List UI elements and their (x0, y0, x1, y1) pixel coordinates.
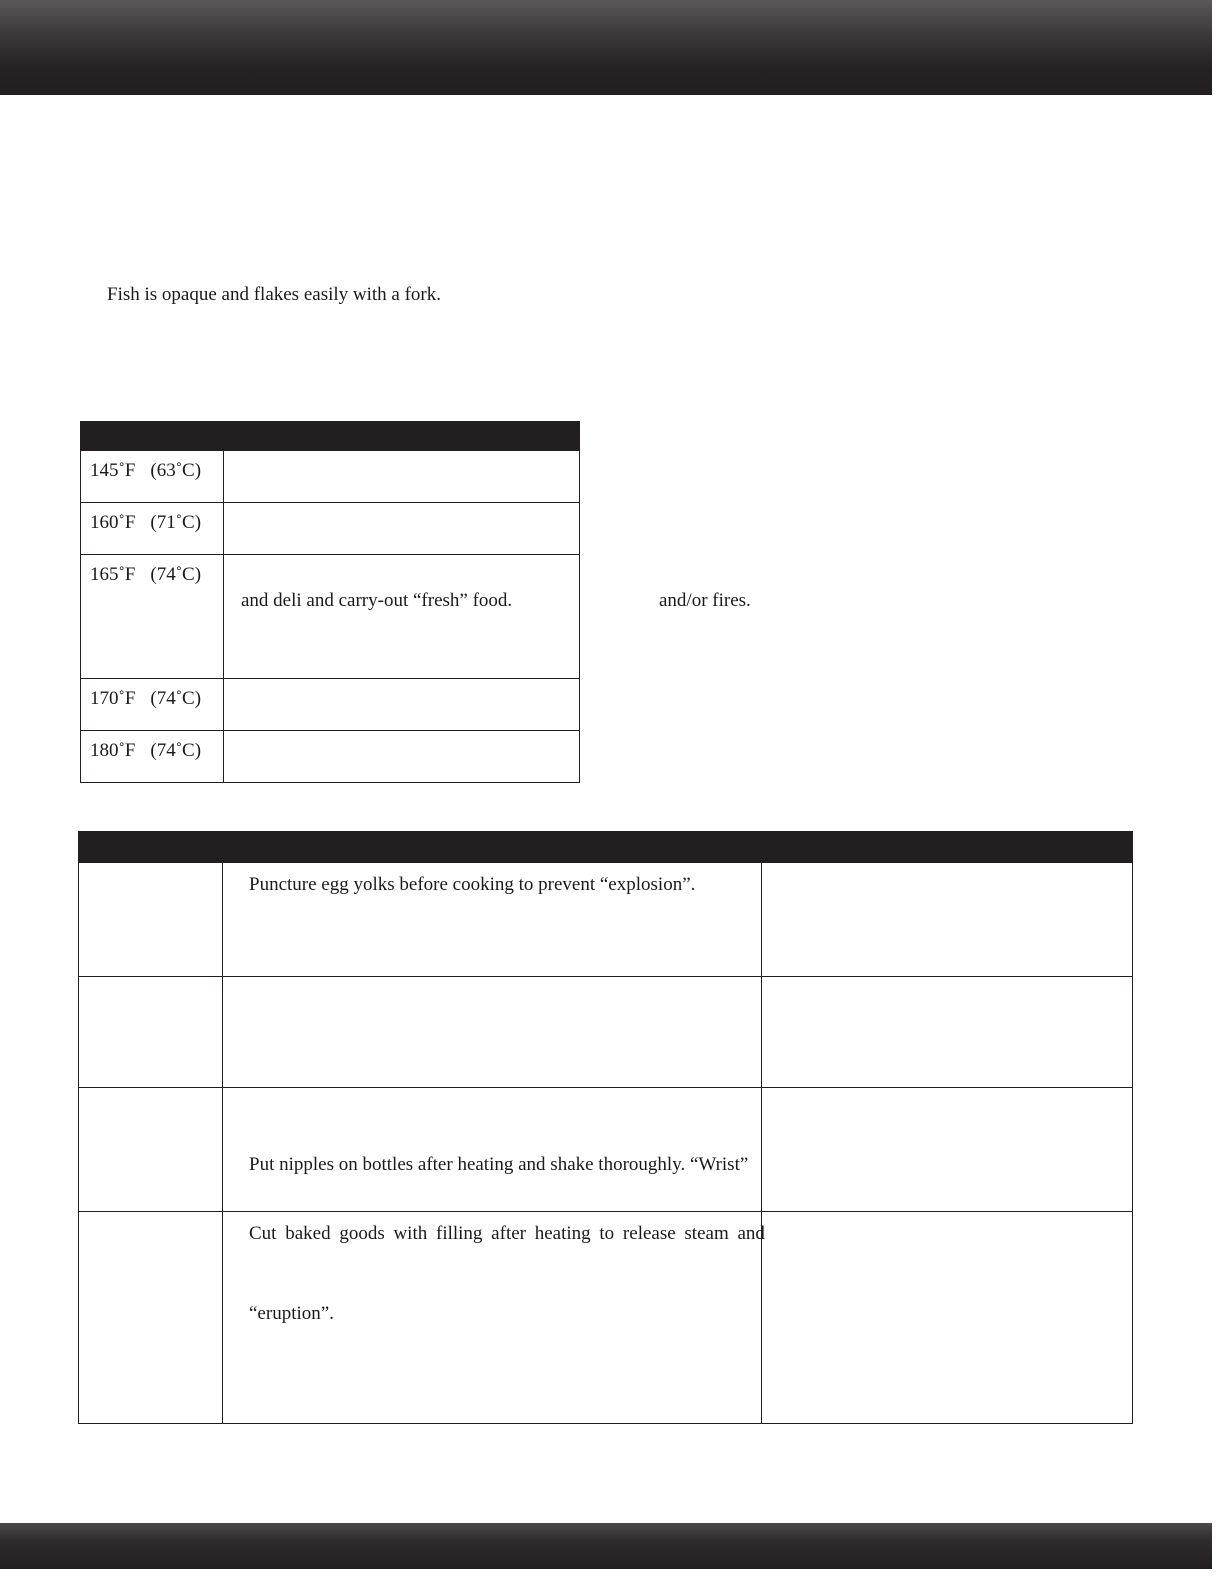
footer-bar (0, 1523, 1212, 1569)
note-cell (762, 977, 1133, 1088)
temp-celsius: (63˚C) (150, 460, 202, 481)
description-cell (224, 679, 580, 731)
temp-celsius: (74˚C) (150, 564, 202, 585)
tip-text: Put nipples on bottles after heating and shake thoroughly. “Wrist” (249, 1154, 749, 1175)
temperature-cell (81, 503, 224, 555)
tip-cell (223, 1088, 762, 1212)
temp-fahrenheit: 145˚F (90, 460, 136, 481)
temp-celsius: (74˚C) (150, 740, 202, 761)
description-text: and deli and carry-out “fresh” food. (241, 590, 513, 611)
temp-celsius: (71˚C) (150, 512, 202, 533)
table-row (81, 503, 580, 555)
food-cell (79, 977, 223, 1088)
tip-cell (223, 1212, 765, 1424)
header-cell (79, 832, 223, 863)
cooking-temperature-table (80, 421, 580, 783)
header-cell (762, 832, 1133, 863)
table-header-row (79, 832, 1133, 863)
tip-text: “eruption”. (249, 1303, 334, 1324)
table-row (81, 451, 580, 503)
temperature-cell (81, 731, 224, 783)
header-cell (223, 832, 762, 863)
table-row (79, 1088, 1133, 1212)
description-cell (224, 451, 580, 503)
side-note: and/or fires. (659, 590, 751, 611)
temperature-cell (81, 679, 224, 731)
note-cell (762, 863, 1133, 977)
table-row (79, 863, 1133, 977)
header-cell (224, 422, 580, 451)
description-cell (224, 555, 580, 679)
fish-doneness-note: Fish is opaque and flakes easily with a fork. (107, 284, 442, 305)
table-row (81, 731, 580, 783)
temp-fahrenheit: 160˚F (90, 512, 136, 533)
description-cell (224, 731, 580, 783)
tip-cell (223, 863, 762, 977)
temp-fahrenheit: 180˚F (90, 740, 136, 761)
tip-cell (223, 977, 762, 1088)
table-row (81, 555, 580, 679)
header-cell (81, 422, 224, 451)
tip-text: Cut baked goods with filling after heating to release steam and (249, 1223, 765, 1244)
note-cell (762, 1212, 1133, 1424)
food-cell (79, 1212, 223, 1424)
table-row (79, 977, 1133, 1088)
table-header-row (81, 422, 580, 451)
temperature-cell (81, 451, 224, 503)
temp-fahrenheit: 165˚F (90, 564, 136, 585)
cooking-tips-table (78, 831, 1133, 1424)
note-cell (762, 1088, 1133, 1212)
food-cell (79, 863, 223, 977)
header-bar (0, 0, 1212, 95)
temp-celsius: (74˚C) (150, 688, 202, 709)
description-cell (224, 503, 580, 555)
food-cell (79, 1088, 223, 1212)
table-row (79, 1212, 1133, 1424)
tip-text: Puncture egg yolks before cooking to prevent “explosion”. (249, 874, 696, 895)
temperature-cell (81, 555, 224, 679)
table-row (81, 679, 580, 731)
temp-fahrenheit: 170˚F (90, 688, 136, 709)
